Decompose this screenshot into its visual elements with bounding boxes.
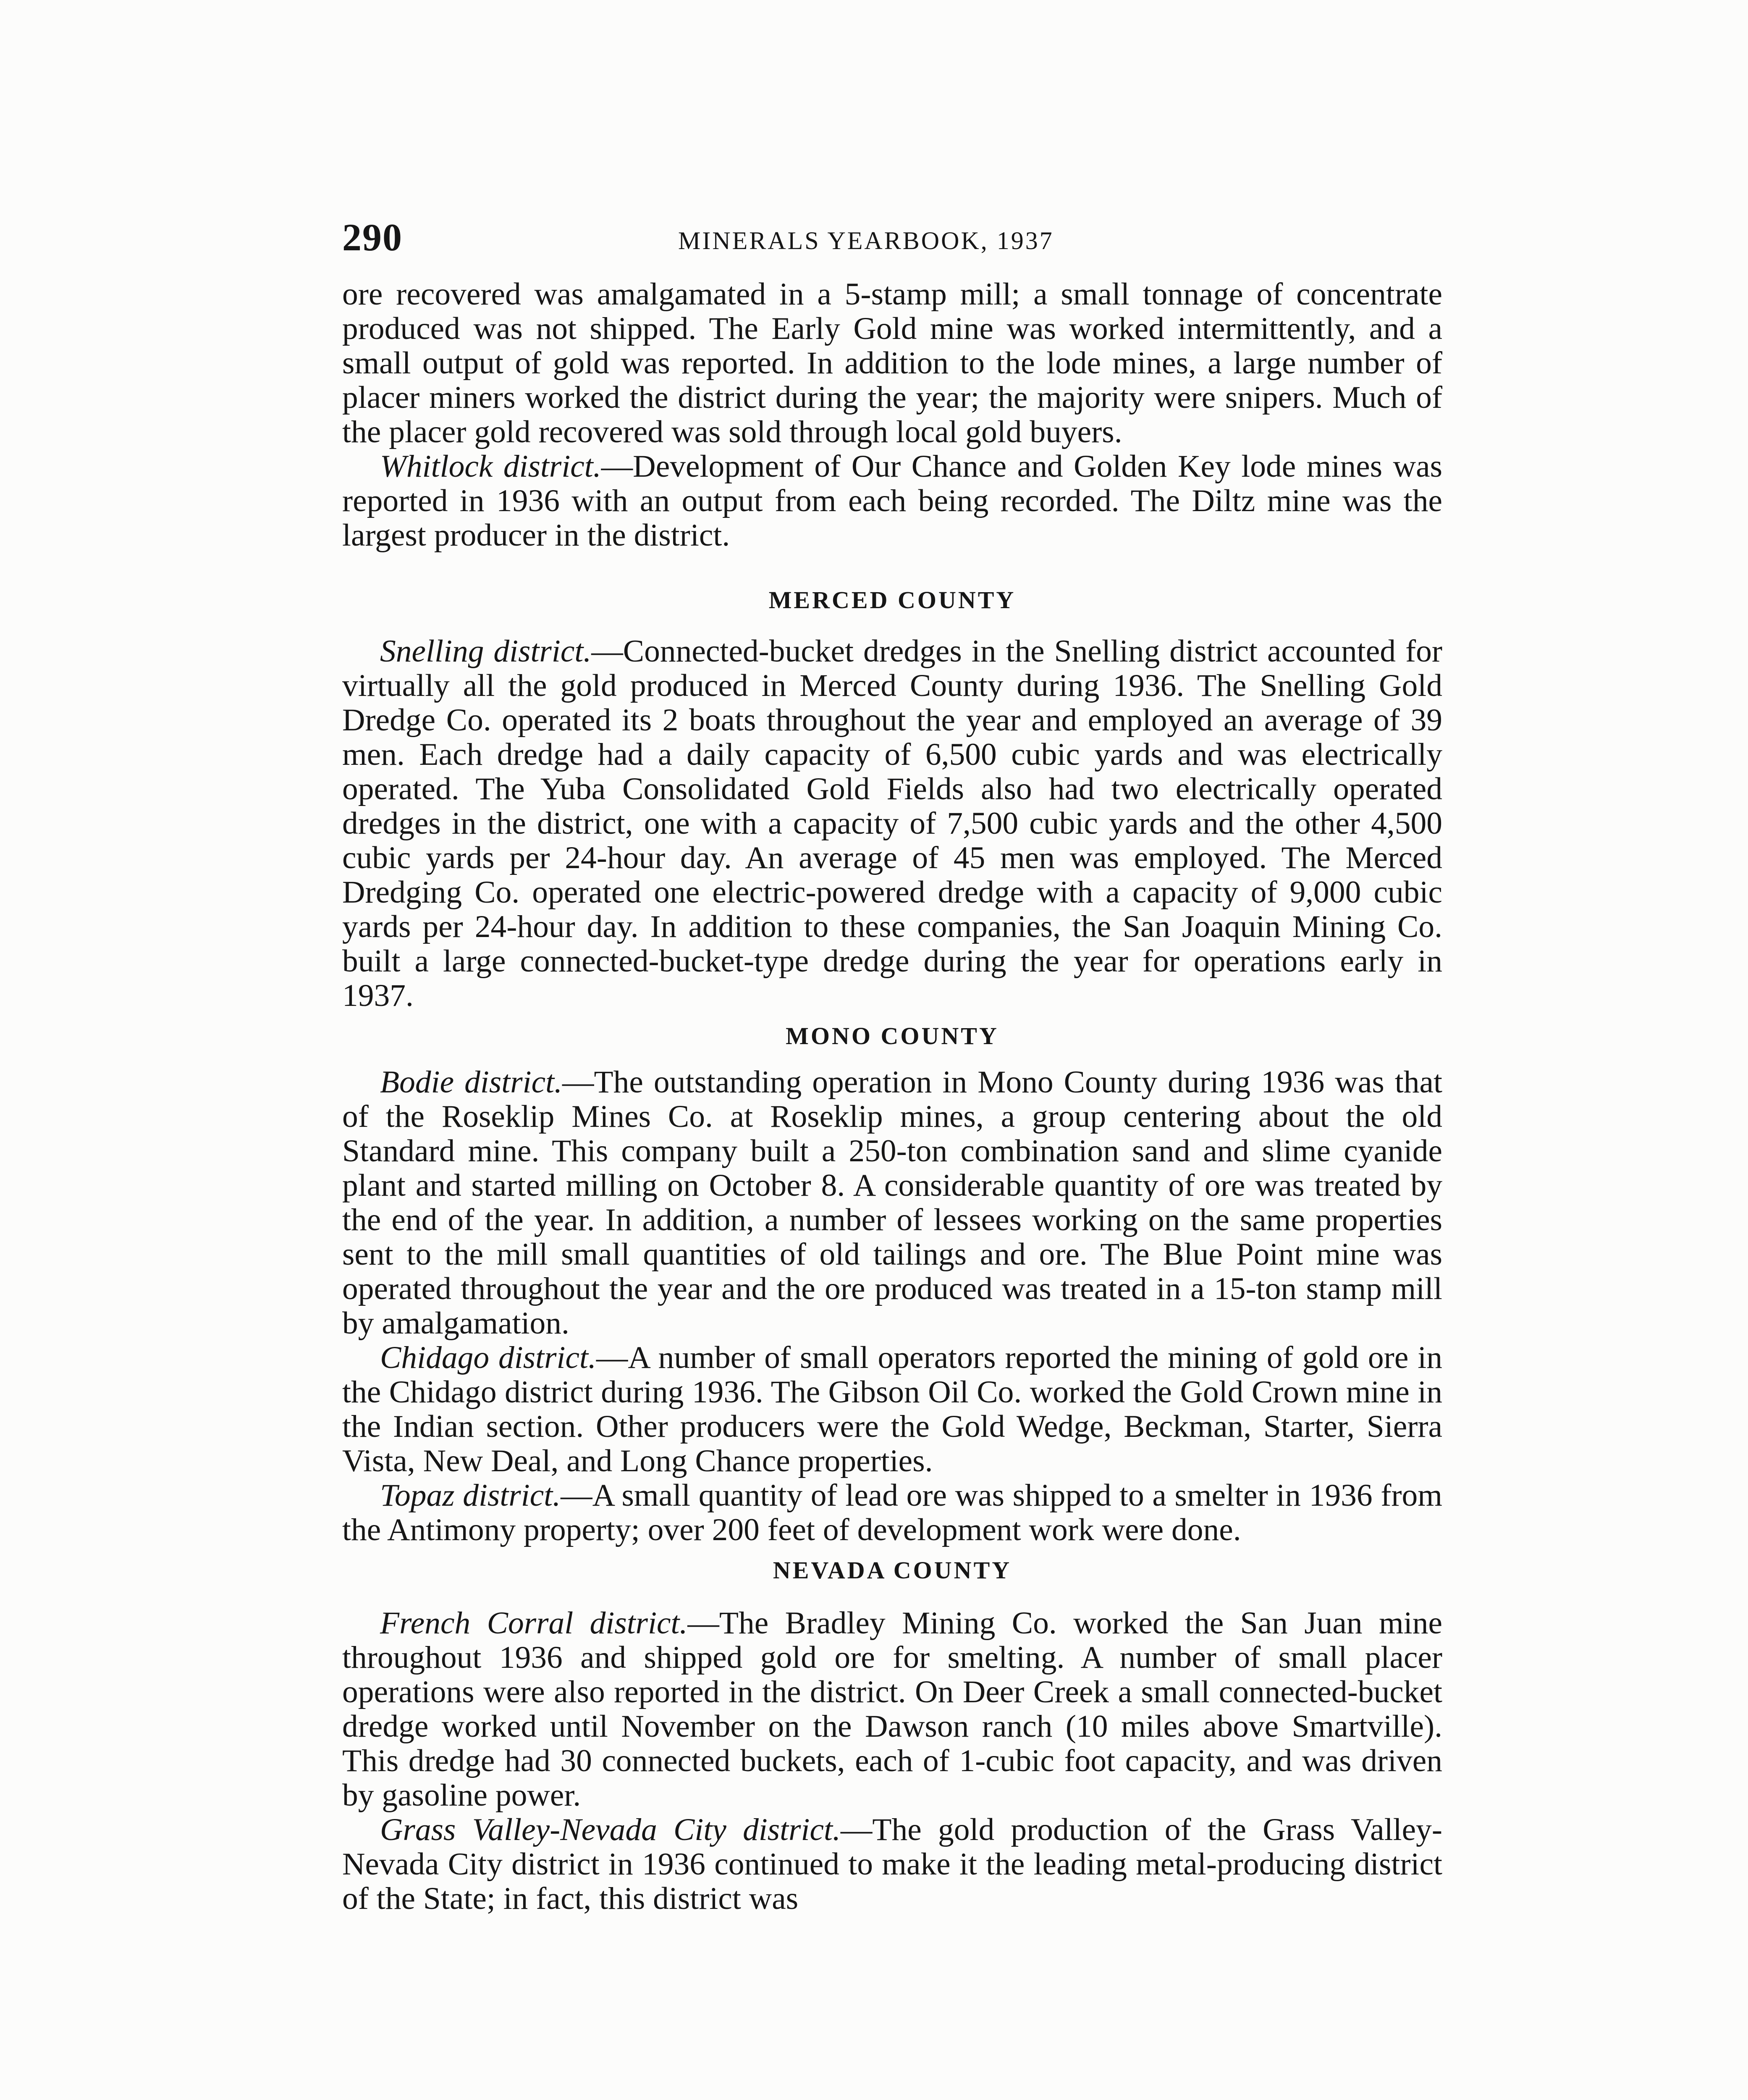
page-number: 290: [342, 216, 403, 259]
page-header: [342, 214, 1442, 260]
district-name-bodie: Bodie district.: [380, 1065, 562, 1100]
paragraph-text: —The Bradley Mining Co. worked the San Juan mine throughout 1936 and shipped gold ore for smelting. A number of small placer operations were also reported in the district. On Deer Creek a small connected-bucket dredge worked until November on the Dawson ranch (10 miles above Smartville). This dredge had 30 connected buckets, each of 1-cubic foot capacity, and was driven by gasoline power.: [342, 1606, 1442, 1813]
paragraph-text: —A number of small operators reported the mining of gold ore in the Chidago district during 1936. The Gibson Oil Co. worked the Gold Crown mine in the Indian section. Other producers were the Gold Wedge, Beckman, Starter, Sierra Vista, New Deal, and Long Chance properties.: [342, 1340, 1443, 1478]
paragraph-french-corral: [342, 1606, 1442, 1813]
district-name-snelling: Snelling district.: [380, 634, 592, 669]
paragraph-topaz: [342, 1478, 1442, 1547]
paragraph-continuation: ore recovered was amalgamated in a 5-stamp mill; a small tonnage of concentrate produced was not shipped. The Early Gold mine was worked intermittently, and a small output of gold was reported. In addition to the lode mines, a large number of placer miners worked the district during the year; the majority were snipers. Much of the placer gold recovered was sold through local gold buyers.: [342, 277, 1442, 449]
text-column: [342, 277, 1442, 1916]
section-heading-mono-county: MONO COUNTY: [786, 1022, 999, 1050]
paragraph-chidago: [342, 1341, 1442, 1478]
paragraph-text: —Development of Our Chance and Golden Key lode mines was reported in 1936 with an output from each being recorded. The Diltz mine was the largest producer in the district.: [342, 449, 1443, 553]
running-head: MINERALS YEARBOOK, 1937: [678, 227, 1054, 255]
paragraph-text: —The outstanding operation in Mono County during 1936 was that of the Roseklip Mines Co. at Roseklip mines, a group centering about the old Standard mine. This company built a 250-ton combination sand and slime cyanide plant and started milling on October 8. A considerable quantity of ore was treated by the end of the year. In addition, a number of lessees working on the same properties sent to the mill small quantities of old tailings and ore. The Blue Point mine was operated throughout the year and the ore produced was treated in a 15-ton stamp mill by amalgamation.: [342, 1065, 1442, 1341]
paragraph-bodie: [342, 1065, 1442, 1341]
paragraph-whitlock: [342, 449, 1442, 553]
paragraph-text: —The gold production of the Grass Valley-Nevada City district in 1936 continued to make it the leading metal-producing district of the State; in fact, this district was: [342, 1812, 1443, 1916]
district-name-grass-valley: Grass Valley-Nevada City district.: [380, 1812, 841, 1847]
paragraph-text: —Connected-bucket dredges in the Snelling district accounted for virtually all the gold produced in Merced County during 1936. The Snelling Gold Dredge Co. operated its 2 boats throughout the year and employed an average of 39 men. Each dredge had a daily capacity of 6,500 cubic yards and was electrically operated. The Yuba Consolidated Gold Fields also had two electrically operated dredges in the district, one with a capacity of 7,500 cubic yards and the other 4,500 cubic yards per 24-hour day. An average of 45 men was employed. The Merced Dredging Co. operated one electric-powered dredge with a capacity of 9,000 cubic yards per 24-hour day. In addition to these companies, the San Joaquin Mining Co. built a large connected-bucket-type dredge during the year for operations early in 1937.: [342, 634, 1443, 1013]
district-name-whitlock: Whitlock district.: [380, 449, 601, 484]
paragraph-grass-valley: [342, 1813, 1442, 1916]
section-heading-nevada-county: NEVADA COUNTY: [773, 1557, 1012, 1584]
paragraph-text: —A small quantity of lead ore was shipped to a smelter in 1936 from the Antimony property; over 200 feet of development work were done.: [342, 1478, 1442, 1547]
district-name-french-corral: French Corral district.: [380, 1606, 688, 1641]
section-heading-merced-county: MERCED COUNTY: [768, 586, 1016, 614]
paragraph-snelling: [342, 634, 1442, 1013]
district-name-topaz: Topaz district.: [380, 1478, 561, 1513]
district-name-chidago: Chidago district.: [380, 1340, 596, 1375]
